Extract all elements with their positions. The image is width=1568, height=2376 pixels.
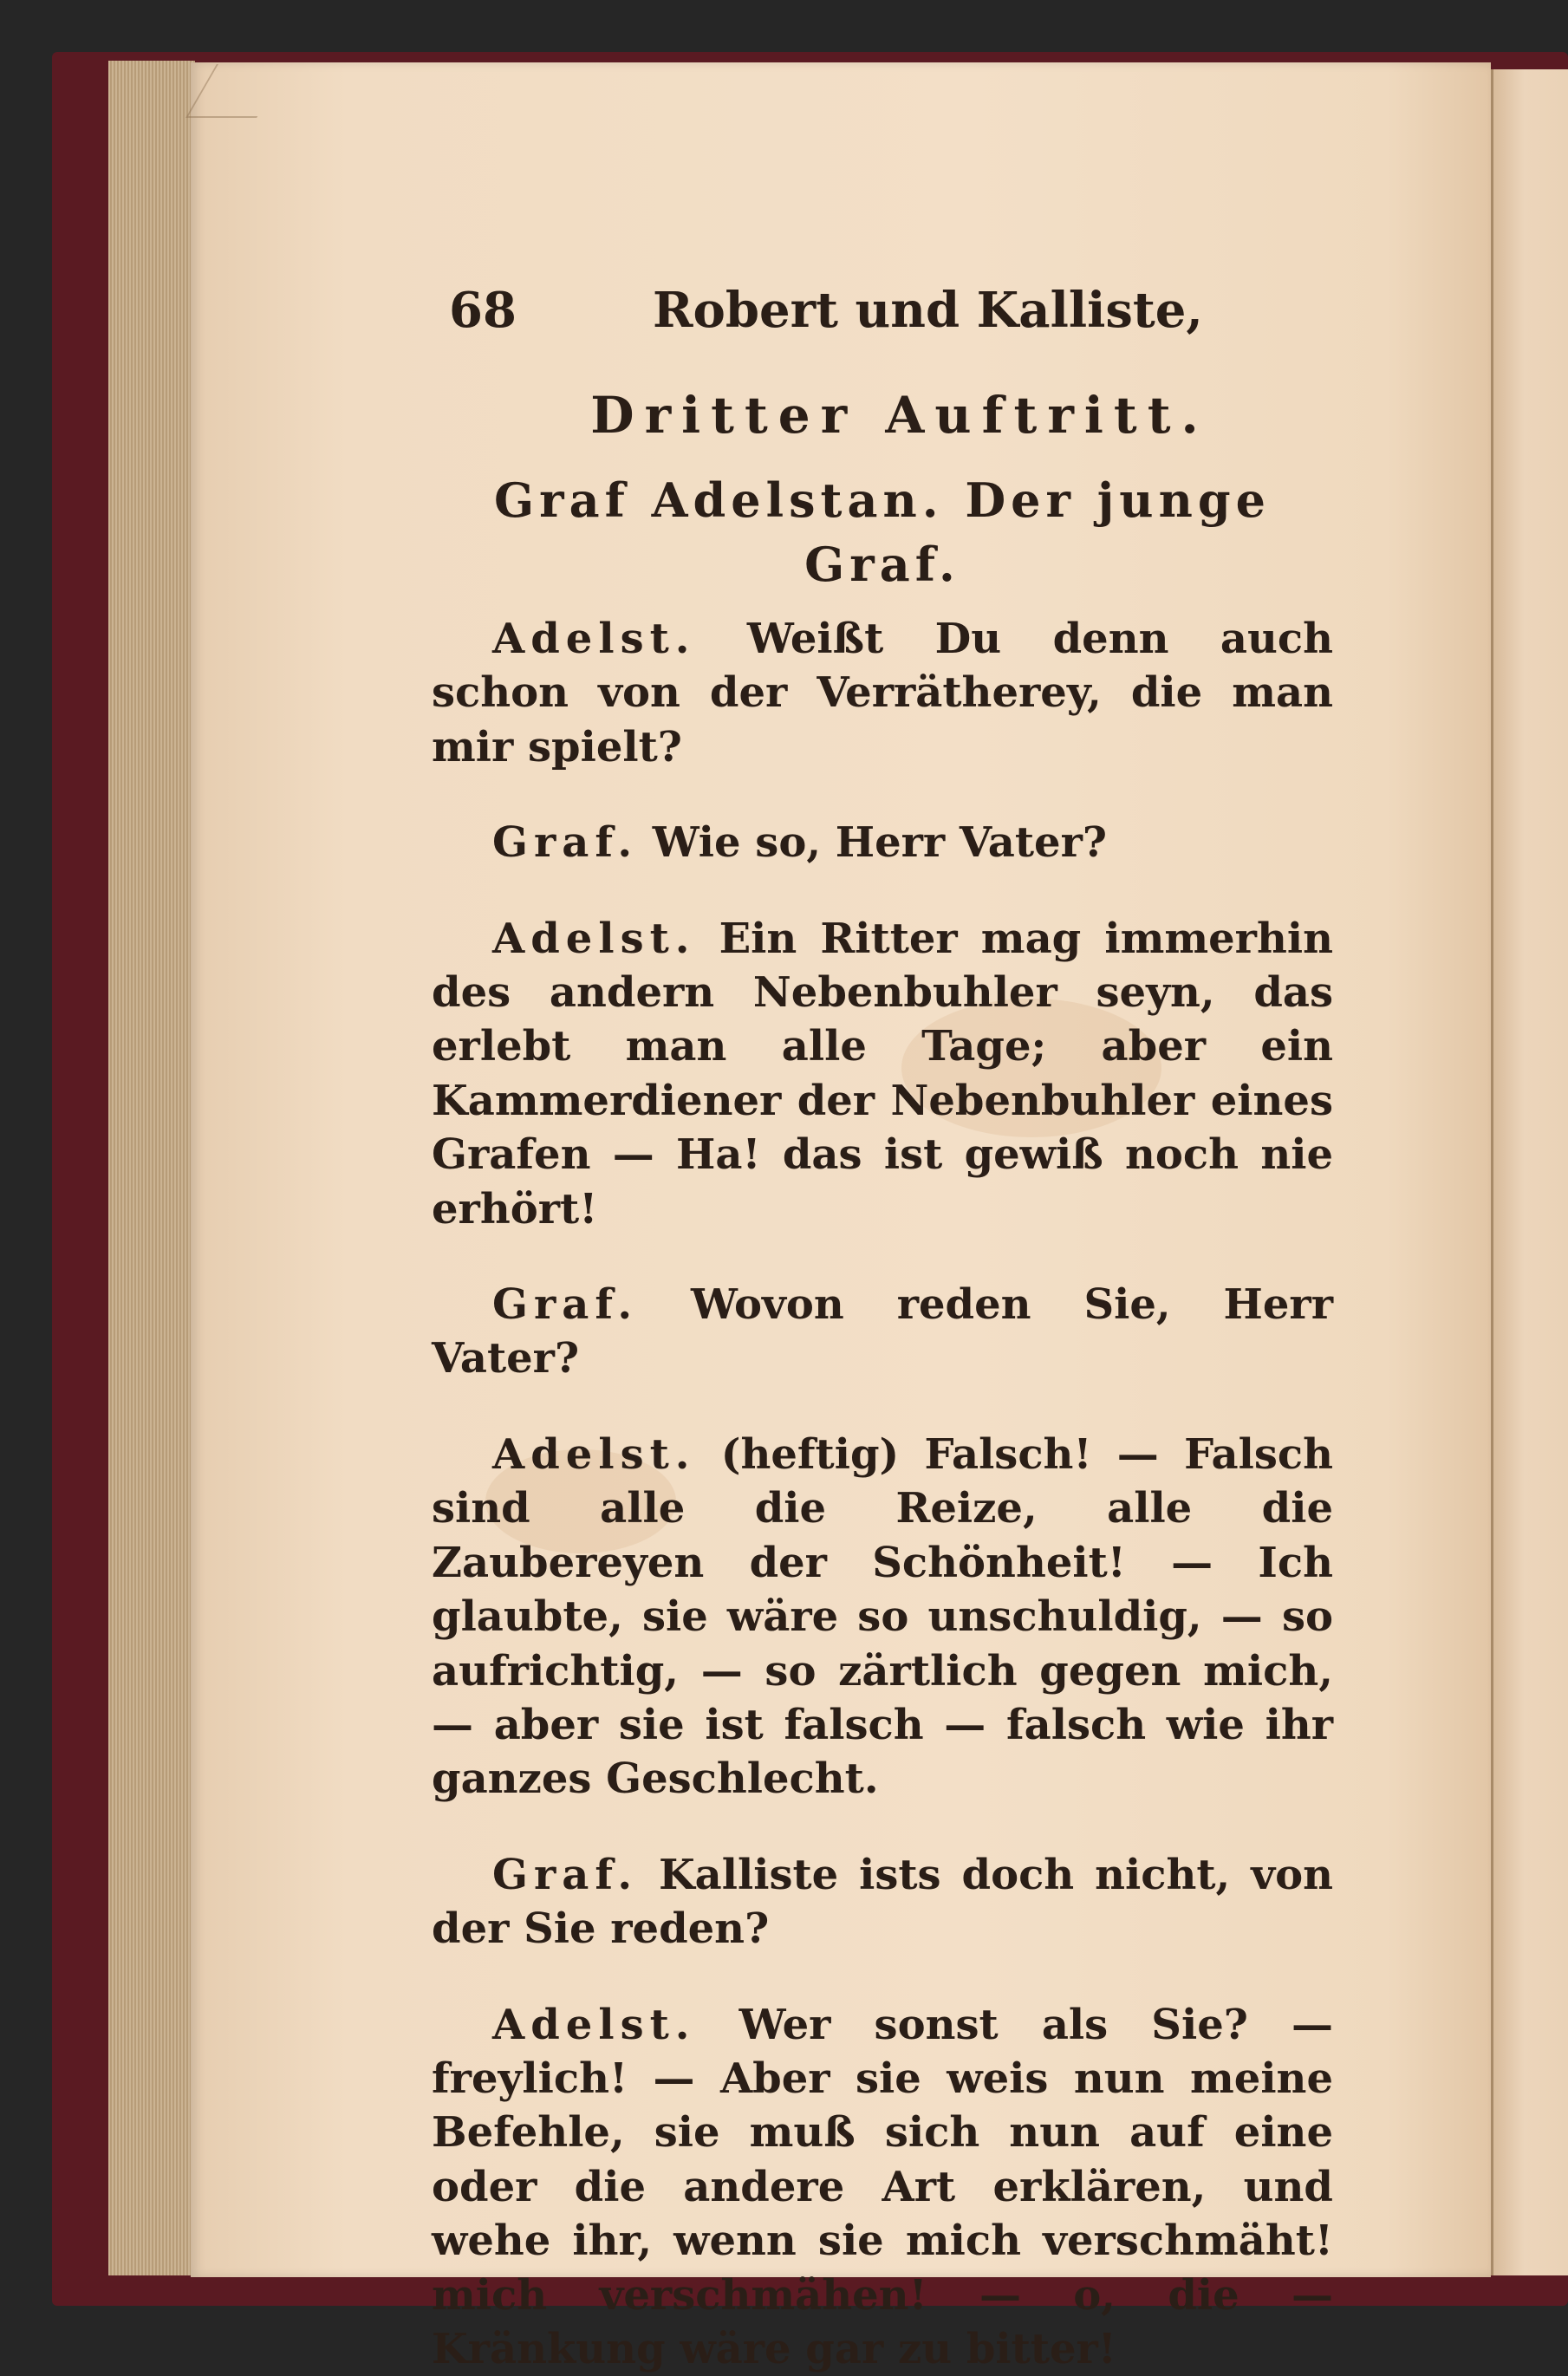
speech-text: Wovon reden Sie, Herr Vater? bbox=[432, 1280, 1333, 1383]
page-edges bbox=[108, 61, 195, 2275]
running-title: Robert und Kalliste, bbox=[653, 282, 1203, 339]
facing-page-edge bbox=[1491, 69, 1568, 2275]
scene-characters: Graf Adelstan. Der junge Graf. bbox=[494, 472, 1271, 592]
speech-text: (heftig) Falsch! — Falsch sind alle die Reize, alle die Zaubereyen der Schönheit! — Ich glaubte, sie wäre so unschuldig, — so aufrichtig, — so zärtlich gegen mich, — aber sie ist falsch — falsch wie ihr ganzes Geschlecht. bbox=[432, 1429, 1333, 1804]
dialogue-line bbox=[432, 1848, 1333, 1956]
page-number: 68 bbox=[449, 282, 517, 339]
speaker-name: Adelst. bbox=[492, 2000, 696, 2049]
dialogue-line bbox=[432, 1428, 1333, 1806]
running-head bbox=[432, 276, 1333, 345]
speaker-name: Graf. bbox=[492, 818, 639, 868]
page-text bbox=[432, 276, 1333, 2376]
dialogue-line bbox=[432, 1278, 1333, 1386]
speech-text: Wer sonst als Sie? — freylich! — Aber sie weis nun meine Befehle, sie muß sich nun auf eine oder die andere Art erklären, und wehe ihr, wenn sie mich verschmäht! mich verschmähen! — o, die — Kränkung wäre gar zu bitter! bbox=[432, 2000, 1333, 2373]
dialogue-line bbox=[432, 912, 1333, 1236]
speech-text: Weißt Du denn auch schon von der Verrätherey, die man mir spielt? bbox=[432, 615, 1333, 771]
dialogue-line bbox=[432, 612, 1333, 774]
speech-text: Wie so, Herr Vater? bbox=[638, 818, 1107, 868]
speech-text: Kalliste ists doch nicht, von der Sie reden? bbox=[432, 1850, 1333, 1954]
dialogue-line bbox=[432, 1998, 1333, 2376]
speaker-name: Graf. bbox=[492, 1280, 639, 1330]
speaker-name: Adelst. bbox=[492, 914, 696, 963]
speaker-name: Adelst. bbox=[492, 1429, 696, 1479]
speech-text: Ein Ritter mag immerhin des andern Nebenbuhler seyn, das erlebt man alle Tage; aber ein Kammerdiener der Nebenbuhler eines Grafen — Ha! das ist gewiß noch nie erhört! bbox=[432, 914, 1333, 1234]
speaker-name: Graf. bbox=[492, 1850, 639, 1899]
dialogue-line bbox=[432, 816, 1333, 869]
scene-title: Dritter Auftritt. bbox=[590, 386, 1209, 445]
speaker-name: Adelst. bbox=[492, 615, 696, 663]
